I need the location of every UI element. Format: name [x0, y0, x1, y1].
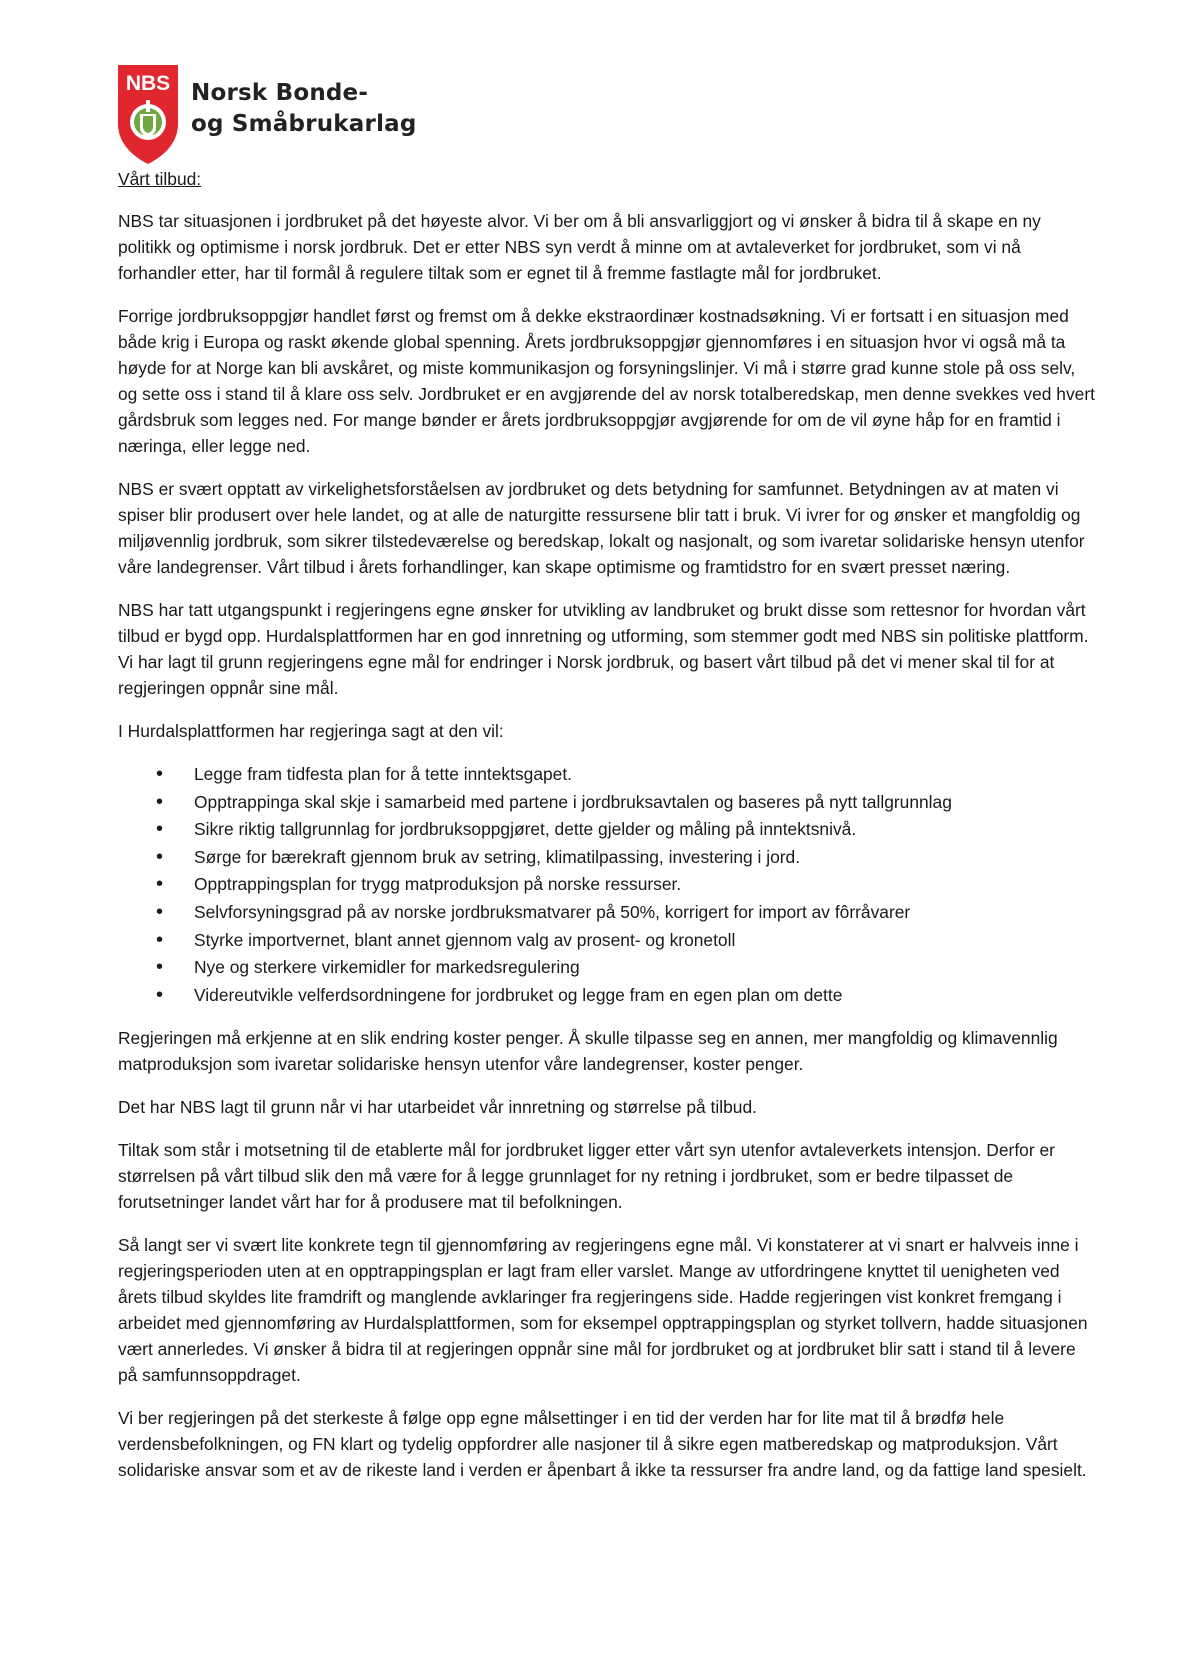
paragraph: Tiltak som står i motsetning til de etablerte mål for jordbruket ligger etter vårt syn utenfor avtaleverkets intensjon. Derfor er størrelsen på vårt tilbud slik den må være for å legge grunnlaget for ny retning i jordbruket, som er bedre tilpasset de forutsetninger landet vårt har for å produsere mat til befolkningen. [118, 1140, 1055, 1213]
list-item: • Selvforsyningsgrad på av norske jordbruksmatvarer på 50%, korrigert for import av fôrråvarer [194, 899, 1098, 927]
logo-text: NBS [125, 72, 171, 95]
paragraph: NBS tar situasjonen i jordbruket på det høyeste alvor. Vi ber om å bli ansvarliggjort og vi ønsker å bidra til å skape en ny politikk og optimisme i norsk jordbruk. Det er etter NBS syn verdt å minne om at avtaleverket for jordbruket, som vi nå forhandler etter, har til formål å regulere tiltak som er egnet til å fremme fastlagte mål for jordbruket. [118, 211, 1041, 283]
list-item: • Videreutvikle velferdsordningene for jordbruket og legge fram en egen plan om dette [194, 982, 1098, 1010]
list-item: • Legge fram tidfesta plan for å tette inntektsgapet. [194, 761, 1098, 789]
list-item: • Styrke importvernet, blant annet gjennom valg av prosent- og kronetoll [194, 927, 1098, 955]
paragraph: NBS har tatt utgangspunkt i regjeringens egne ønsker for utvikling av landbruket og brukt disse som rettesnor for hvordan vårt tilbud er bygd opp. Hurdalsplattformen har en god innretning og utforming, som stemmer godt med NBS sin politiske plattform. Vi har lagt til grunn regjeringens egne mål for endringer i Norsk jordbruk, og basert vårt tilbud på det vi mener skal til for at regjeringen oppnår sine mål. [118, 600, 1089, 698]
paragraph: Det har NBS lagt til grunn når vi har utarbeidet vår innretning og størrelse på tilbud. [118, 1097, 757, 1118]
org-name-line-1: Norsk Bonde- [191, 80, 369, 106]
org-name-line-2: og Småbrukarlag [191, 111, 417, 137]
letterhead [115, 62, 417, 166]
organization-name [191, 78, 417, 140]
list-item: • Opptrappingsplan for trygg matproduksjon på norske ressurser. [194, 871, 1098, 899]
list-item: • Sikre riktig tallgrunnlag for jordbruksoppgjøret, dette gjelder og måling på inntektsnivå. [194, 816, 1098, 844]
paragraph: NBS er svært opptatt av virkelighetsforståelsen av jordbruket og dets betydning for samfunnet. Betydningen av at maten vi spiser blir produsert over hele landet, og at alle de naturgitte ressursene blir tatt i bruk. Vi ivrer for og ønsker et mangfoldig og miljøvennlig jordbruk, som sikrer tilstedeværelse og beredskap, lokalt og nasjonalt, og som ivaretar solidariske hensyn utenfor våre landegrenser. Vårt tilbud i årets forhandlinger, kan skape optimisme og framtidstro for en svært presset næring. [118, 479, 1085, 577]
paragraph: Vi ber regjeringen på det sterkeste å følge opp egne målsettinger i en tid der verden har for lite mat til å brødfø hele verdensbefolkningen, og FN klart og tydelig oppfordrer alle nasjoner til å sikre egen matberedskap og matproduksjon. Vårt solidariske ansvar som et av de rikeste land i verden er åpenbart å ikke ta ressurser fra andre land, og da fattige land spesielt. [118, 1408, 1087, 1481]
list-item: • Sørge for bærekraft gjennom bruk av setring, klimatilpassing, investering i jord. [194, 844, 1098, 872]
nbs-logo [115, 62, 181, 166]
bullet-list [118, 761, 1098, 1009]
list-item: • Opptrappinga skal skje i samarbeid med partene i jordbruksavtalen og baseres på nytt tallgrunnlag [194, 789, 1098, 817]
list-item: • Nye og sterkere virkemidler for markedsregulering [194, 954, 1098, 982]
paragraph: Regjeringen må erkjenne at en slik endring koster penger. Å skulle tilpasse seg en annen, mer mangfoldig og klimavennlig matproduksjon som ivaretar solidariske hensyn utenfor våre landegrenser, koster penger. [118, 1028, 1058, 1075]
paragraph: Forrige jordbruksoppgjør handlet først og fremst om å dekke ekstraordinær kostnadsøkning. Vi er fortsatt i en situasjon med både krig i Europa og raskt økende global spenning. Årets jordbruksoppgjør gjennomføres i en situasjon hvor vi også må ta høyde for at Norge kan bli avskåret, og miste kommunikasjon og forsyningslinjer. Vi må i større grad kunne stole på oss selv, og sette oss i stand til å klare oss selv. Jordbruket er en avgjørende del av norsk totalberedskap, men denne svekkes ved hvert gårdsbruk som legges ned. For mange bønder er årets jordbruksoppgjør avgjørende for om de vil øyne håp for en framtid i næringa, eller legge ned. [118, 306, 1095, 456]
section-heading: Vårt tilbud: [118, 169, 202, 189]
list-intro: I Hurdalsplattformen har regjeringa sagt at den vil: [118, 721, 504, 741]
document-body [118, 166, 1098, 1500]
paragraph: Så langt ser vi svært lite konkrete tegn til gjennomføring av regjeringens egne mål. Vi konstaterer at vi snart er halvveis inne i regjeringsperioden uten at en opptrappingsplan er lagt fram eller varslet. Mange av utfordringene knyttet til uenigheten ved årets tilbud skyldes lite framdrift og manglende avklaringer fra regjeringens side. Hadde regjeringen vist konkret fremgang i arbeidet med gjennomføring av Hurdalsplattformen, som for eksempel opptrappingsplan og styrket tollvern, hadde situasjonen vært annerledes. Vi ønsker å bidra til at regjeringen oppnår sine mål for jordbruket og at jordbruket blir satt i stand til å levere på samfunnsoppdraget. [118, 1235, 1088, 1386]
